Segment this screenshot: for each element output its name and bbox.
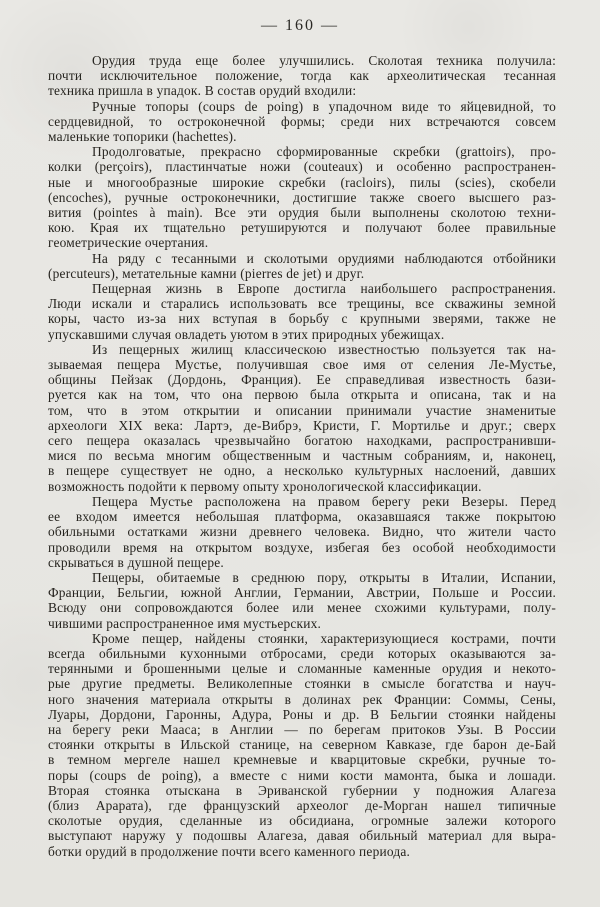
paragraph xyxy=(48,53,556,99)
text-line: всегда обильными кухонными отбросами, среди которых оказываются за- xyxy=(48,645,556,661)
text-line: стоянки открыты в Ильской станице, на северном Кавказе, где барон де-Бай xyxy=(48,737,556,753)
text-line: Орудия труда еще более улучшились. Сколотая техника получила: xyxy=(92,53,556,68)
paragraph xyxy=(48,631,556,859)
text-line: руется как на том, что она первою была открыта и описана, так и на xyxy=(48,387,556,403)
paragraph xyxy=(48,251,556,281)
text-line: Из пещерных жилищ классическою известностью пользуется так на- xyxy=(92,341,556,357)
text-line: обильными остатками жизни древнего человека. Видно, что жители часто xyxy=(48,524,556,540)
text-line: Кроме пещер, найдены стоянки, характеризующиеся кострами, почти xyxy=(92,630,556,646)
text-line: сколотые орудия, сделанные из обсидиана, огромные залежи которого xyxy=(48,813,556,829)
text-line: поры (coups de poing), а вместе с ними кости мамонта, быка и лошади. xyxy=(48,767,556,783)
text-line: колки (perçoirs), пластинчатые ножи (couteaux) и особенно распространен- xyxy=(48,159,556,175)
text-line: чившими распространенное имя мустьерских. xyxy=(48,615,322,631)
text-line: Пещерная жизнь в Европе достигла наибольшего распространения. xyxy=(92,281,556,297)
text-line: возможность подойти к первому опыту хронологической классификации. xyxy=(48,478,482,494)
text-line: ного значения материала открыты в долинах рек Франции: Соммы, Сены, xyxy=(48,691,556,707)
paragraph xyxy=(48,570,556,631)
paragraph xyxy=(48,494,556,570)
text-line: Франции, Бельгии, южной Англии, Германии, Австрии, Польше и России. xyxy=(48,585,556,601)
text-line: том, что в этом открытии и описании принимали участие знаменитые xyxy=(48,402,556,418)
text-line: археологи XIX века: Лартэ, де-Вибрэ, Кристи, Г. Мортилье и друг.; сверх xyxy=(48,417,556,433)
text-line: рые другие предметы. Великолепные стоянки в смысле богатства и науч- xyxy=(48,676,556,692)
paragraph xyxy=(48,99,556,145)
text-line: Пещера Мустье расположена на правом берегу реки Везеры. Перед xyxy=(92,493,556,509)
text-line: техника пришла в упадок. В состав орудий входили: xyxy=(48,83,357,99)
text-line: вития (pointes à main). Все эти орудия были выполнены сколотою техни- xyxy=(48,205,556,221)
text-line: зываемая пещера Мустье, получившая свое имя от селения Ле-Мустье, xyxy=(48,357,556,373)
text-line: Продолговатые, прекрасно сформированные скребки (grattoirs), про- xyxy=(92,144,556,160)
paragraph xyxy=(48,144,556,250)
text-line: упускавшими случая овладеть уютом в этих природных убежищах. xyxy=(48,326,445,342)
text-line: (близ Арарата), где французский археолог де-Морган нашел типичные xyxy=(48,797,556,813)
text-block xyxy=(48,53,556,859)
paragraph xyxy=(48,342,556,494)
text-line: коры, часто из-за них вступая в борьбу с крупными зверями, также не xyxy=(48,311,556,327)
text-line: ботки орудий в продолжение почти всего каменного периода. xyxy=(48,843,411,859)
text-line: на берегу реки Мааса; в Англии — по берегам притоков Узы. В России xyxy=(48,721,556,737)
text-line: мися по весьма многим общественным и частным собраниям, и, наконец, xyxy=(48,448,556,464)
text-line: ее входом имеется небольшая платформа, оказавшаяся также покрытою xyxy=(48,509,556,525)
text-line: Ручные топоры (coups de poing) в упадочном виде то яйцевидной, то xyxy=(92,98,556,114)
text-line: Люди искали и старались использовать все трещины, все скважины земной xyxy=(48,296,556,312)
text-line: Всюду они сопровождаются более или менее схожими культурами, полу- xyxy=(48,600,556,616)
text-line: Луары, Дордони, Гаронны, Адура, Роны и др. В Бельгии стоянки найдены xyxy=(48,706,556,722)
text-line: Пещеры, обитаемые в среднюю пору, открыты в Италии, Испании, xyxy=(92,569,556,585)
text-line: терянными и брошенными целые и сломанные каменные орудия и некото- xyxy=(48,661,556,677)
page-number: — 160 — xyxy=(261,17,339,34)
text-line: общины Пейзак (Дордонь, Франция). Ее справедливая известность бази- xyxy=(48,372,556,388)
text-line: кою. Края их тщательно ретушируются и получают более правильные xyxy=(48,220,556,236)
text-line: (encoches), ручные остроконечники, достигшие также своего высшего раз- xyxy=(48,189,556,205)
text-line: в темном мергеле нашел кремневые и кварцитовые скребки, ручные то- xyxy=(48,752,556,768)
text-line: Вторая стоянка отыскана в Эриванской губернии у подножия Алагеза xyxy=(48,782,556,798)
paragraph xyxy=(48,281,556,342)
text-line: выступают наружу у подошвы Алагеза, давая обильный материал для выра- xyxy=(48,828,556,844)
text-line: скрываться в душной пещере. xyxy=(48,554,224,570)
text-line: На ряду с тесанными и сколотыми орудиями наблюдаются отбойники xyxy=(92,250,556,266)
text-line: ные и многообразные широкие скребки (racloirs), пилы (scies), скобели xyxy=(48,174,556,190)
text-line: проводили время на открытом воздухе, избегая без особой необходимости xyxy=(48,539,556,555)
text-line: в пещере существует не одно, а несколько культурных наслоений, давших xyxy=(48,463,556,479)
text-line: (percuteurs), метательные камни (pierres de jet) и друг. xyxy=(48,265,365,281)
text-line: маленькие топорики (hachettes). xyxy=(48,129,237,145)
text-line: геометрические очертания. xyxy=(48,235,209,251)
text-line: сего пещера оказалась чрезвычайно богатою находками, распространивши- xyxy=(48,433,556,449)
text-line: почти исключительное положение, тогда как археолитическая тесанная xyxy=(48,68,556,84)
text-line: сердцевидной, то остроконечной формы; среди них встречаются совсем xyxy=(48,113,556,129)
